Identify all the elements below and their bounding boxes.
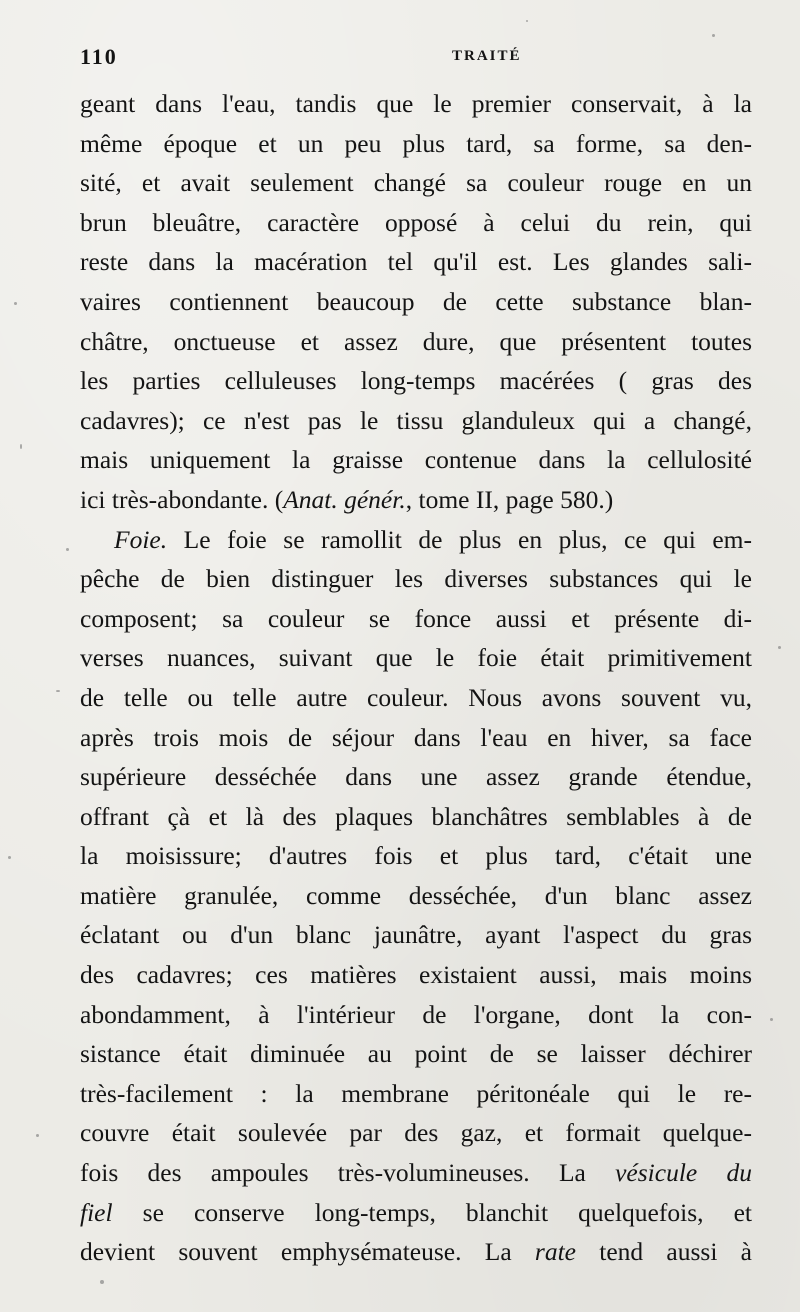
text-line: cadavres); ce n'est pas le tissu glanduleux qui a changé, <box>80 405 752 435</box>
text-line: offrant çà et là des plaques blanchâtres semblables à de <box>80 801 752 831</box>
text-line: la moisissure; d'autres fois et plus tard, c'était une <box>80 841 752 871</box>
paper-speck <box>712 34 715 37</box>
citation-title: Anat. génér. <box>283 484 406 514</box>
running-head: TRAITÉ <box>452 48 522 64</box>
text-line: sité, et avait seulement changé sa couleur rouge en un <box>80 168 752 198</box>
text-line: reste dans la macération tel qu'il est. Les glandes sali- <box>80 247 752 277</box>
text-line: brun bleuâtre, caractère opposé à celui du rein, qui <box>80 207 752 237</box>
text-line: ici très-abondante. (Anat. génér., tome II, page 580.) <box>80 484 614 514</box>
anatomy-term: fiel <box>80 1197 113 1227</box>
paper-speck <box>20 444 22 449</box>
text-line: verses nuances, suivant que le foie était primitivement <box>80 643 752 673</box>
text-line: fois des ampoules très-volumineuses. La vésicule du <box>80 1158 752 1188</box>
text-line: fiel se conserve long-temps, blanchit quelquefois, et <box>80 1197 752 1227</box>
text-line: les parties celluleuses long-temps macérées ( gras des <box>80 366 752 396</box>
page-header <box>80 44 760 74</box>
text-line: éclatant ou d'un blanc jaunâtre, ayant l'aspect du gras <box>80 920 752 950</box>
text-line: même époque et un peu plus tard, sa forme, sa den- <box>80 128 752 158</box>
text-line: pêche de bien distinguer les diverses substances qui le <box>80 564 752 594</box>
text-line: couvre était soulevée par des gaz, et formait quelque- <box>80 1118 752 1148</box>
paper-speck <box>770 1018 773 1021</box>
paper-speck <box>14 302 17 305</box>
paper-speck <box>56 690 60 692</box>
section-term: Foie. <box>114 524 168 554</box>
body-text <box>80 84 752 1272</box>
text-line: geant dans l'eau, tandis que le premier conservait, à la <box>80 89 752 118</box>
text-line: supérieure desséchée dans une assez grande étendue, <box>80 762 752 792</box>
text-line: des cadavres; ces matières existaient aussi, mais moins <box>80 960 752 990</box>
text-line: devient souvent emphysémateuse. La rate tend aussi à <box>80 1237 752 1267</box>
anatomy-term: vésicule du <box>615 1158 752 1188</box>
text-line: très-facilement : la membrane péritonéale qui le re- <box>80 1078 752 1108</box>
paper-speck <box>8 856 11 859</box>
text-line: sistance était diminuée au point de se laisser déchirer <box>80 1039 752 1069</box>
paper-speck <box>526 20 528 22</box>
paper-speck <box>66 548 69 551</box>
text-line: mais uniquement la graisse contenue dans la cellulosité <box>80 445 752 475</box>
paper-speck <box>100 1280 104 1284</box>
paper-speck <box>778 646 781 649</box>
text-line: Foie. Le foie se ramollit de plus en plus, ce qui em- <box>114 524 752 554</box>
page-number: 110 <box>80 44 118 69</box>
text-line: abondamment, à l'intérieur de l'organe, dont la con- <box>80 999 752 1029</box>
text-line: après trois mois de séjour dans l'eau en hiver, sa face <box>80 722 752 752</box>
text-line: châtre, onctueuse et assez dure, que présentent toutes <box>80 326 752 356</box>
text-line: matière granulée, comme desséchée, d'un blanc assez <box>80 880 752 910</box>
paper-speck <box>36 1134 39 1137</box>
anatomy-term: rate <box>534 1237 576 1267</box>
text-line: de telle ou telle autre couleur. Nous avons souvent vu, <box>80 682 752 712</box>
text-line: composent; sa couleur se fonce aussi et présente di- <box>80 603 752 633</box>
text-line: vaires contiennent beaucoup de cette substance blan- <box>80 286 752 316</box>
